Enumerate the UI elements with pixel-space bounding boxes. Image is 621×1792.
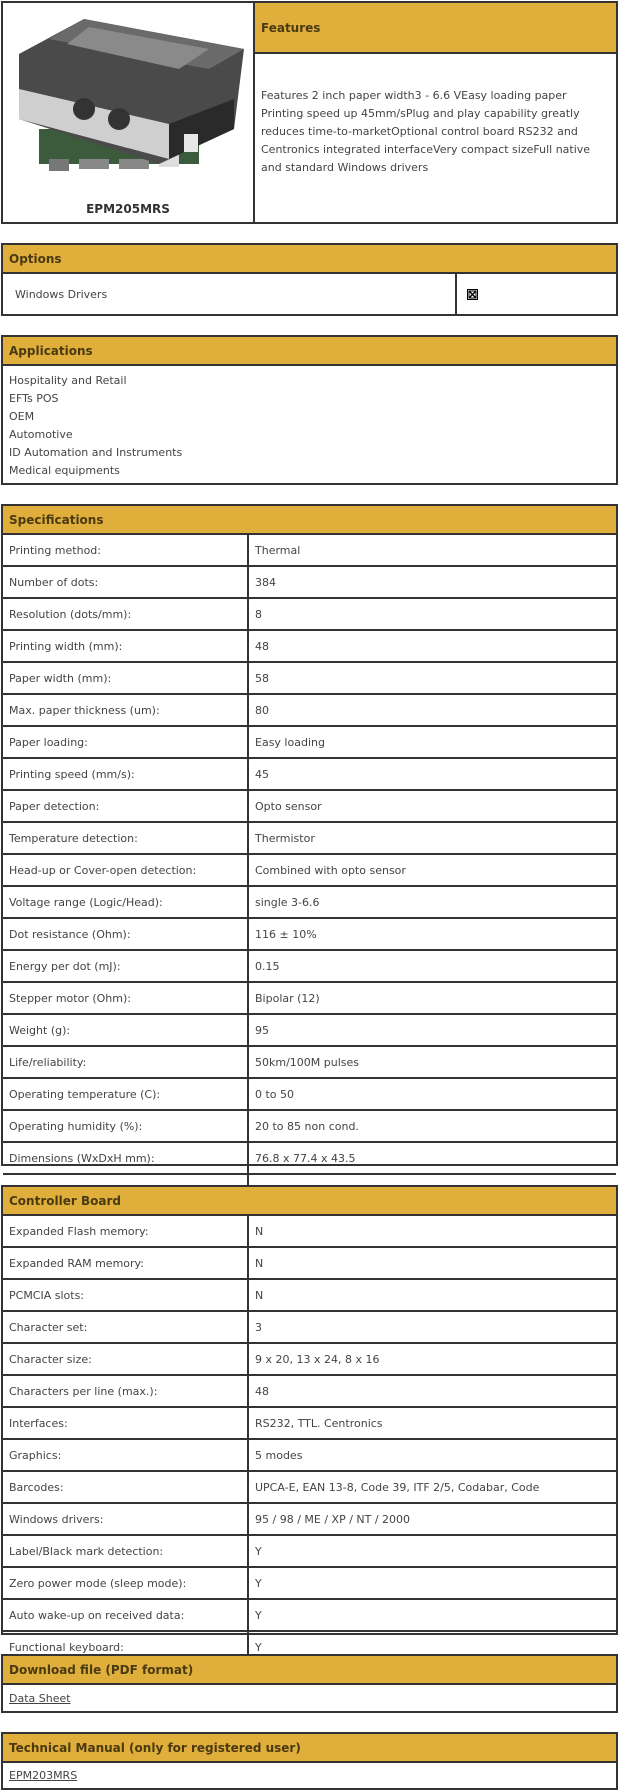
row-value: 80: [255, 703, 269, 717]
product-features-box: [1, 1, 618, 224]
row-value: RS232, TTL. Centronics: [255, 1416, 383, 1430]
row-value: 116 ± 10%: [255, 927, 317, 941]
row-value: 45: [255, 767, 269, 781]
data-sheet-link[interactable]: Data Sheet: [9, 1691, 71, 1705]
row-label: Number of dots:: [3, 567, 249, 597]
table-row: [3, 885, 616, 917]
table-row: [3, 1342, 616, 1374]
table-row: [3, 1216, 616, 1246]
table-row: [3, 981, 616, 1013]
row-label: Interfaces:: [3, 1408, 249, 1438]
row-label: Life/reliability:: [3, 1047, 249, 1077]
row-value: 8: [255, 607, 262, 621]
download-box: [1, 1654, 618, 1713]
row-value: 95: [255, 1023, 269, 1037]
option-label: Windows Drivers: [3, 274, 457, 314]
table-row: [3, 789, 616, 821]
applications-header: Applications: [3, 337, 616, 366]
download-header: Download file (PDF format): [3, 1656, 616, 1685]
row-label: Printing method:: [3, 535, 249, 565]
row-label: Auto wake-up on received data:: [3, 1600, 249, 1630]
row-value: 0 to 50: [255, 1087, 295, 1101]
row-label: Paper loading:: [3, 727, 249, 757]
row-value: Y: [255, 1640, 262, 1654]
row-value: 58: [255, 671, 269, 685]
controller-box: [1, 1185, 618, 1654]
table-row: [3, 1534, 616, 1566]
list-item: Automotive: [9, 428, 73, 441]
row-label: Zero power mode (sleep mode):: [3, 1568, 249, 1598]
table-row: [3, 1045, 616, 1077]
row-value: N: [255, 1288, 264, 1302]
row-label: Energy per dot (mJ):: [3, 951, 249, 981]
row-value: Thermal: [255, 543, 301, 557]
product-image-cell: [3, 3, 255, 222]
manual-header: Technical Manual (only for registered user): [3, 1734, 616, 1763]
row-label: Operating humidity (%):: [3, 1111, 249, 1141]
list-item: ID Automation and Instruments: [9, 446, 183, 459]
checked-box-icon[interactable]: [467, 289, 478, 300]
row-value: 95 / 98 / ME / XP / NT / 2000: [255, 1512, 411, 1526]
list-item: Hospitality and Retail: [9, 374, 127, 387]
row-value: 20 to 85 non cond.: [255, 1119, 359, 1133]
table-row: [3, 1438, 616, 1470]
table-row: [3, 565, 616, 597]
table-row: [3, 693, 616, 725]
row-value: 3: [255, 1320, 262, 1334]
row-label: Printing speed (mm/s):: [3, 759, 249, 789]
table-row: [3, 1077, 616, 1109]
table-row: [3, 629, 616, 661]
specifications-box: [1, 504, 618, 1166]
row-label: PCMCIA slots:: [3, 1280, 249, 1310]
table-row: [3, 1566, 616, 1598]
row-label: Voltage range (Logic/Head):: [3, 887, 249, 917]
features-cell: [255, 3, 616, 222]
table-row: [3, 1013, 616, 1045]
row-value: Combined with opto sensor: [255, 863, 406, 877]
row-value: Thermistor: [255, 831, 315, 845]
row-label: Dimensions (WxDxH mm):: [3, 1143, 249, 1173]
table-row: [3, 661, 616, 693]
row-label: Temperature detection:: [3, 823, 249, 853]
row-label: Graphics:: [3, 1440, 249, 1470]
row-value: Bipolar (12): [255, 991, 320, 1005]
table-row: [3, 1109, 616, 1141]
specifications-table: [3, 535, 616, 1205]
table-row: [3, 1141, 616, 1173]
table-row: [3, 725, 616, 757]
row-label: Operating temperature (C):: [3, 1079, 249, 1109]
row-label: Functional keyboard:: [3, 1632, 249, 1662]
row-value: 48: [255, 639, 269, 653]
row-label: Expanded RAM memory:: [3, 1248, 249, 1278]
options-box: [1, 243, 618, 316]
applications-box: [1, 335, 618, 485]
row-value: 384: [255, 575, 276, 589]
applications-list: [3, 366, 616, 480]
row-label: Windows drivers:: [3, 1504, 249, 1534]
row-value: 5 modes: [255, 1448, 303, 1462]
row-label: Head-up or Cover-open detection:: [3, 855, 249, 885]
row-value: Easy loading: [255, 735, 325, 749]
row-label: Printing width (mm):: [3, 631, 249, 661]
options-header: Options: [3, 245, 616, 274]
row-label: Paper detection:: [3, 791, 249, 821]
table-row: [3, 821, 616, 853]
table-row: [3, 1598, 616, 1630]
product-name: EPM205MRS: [86, 202, 170, 216]
row-value: N: [255, 1224, 264, 1238]
row-label: Paper width (mm):: [3, 663, 249, 693]
row-label: Label/Black mark detection:: [3, 1536, 249, 1566]
list-item: OEM: [9, 410, 35, 423]
row-value: 0.15: [255, 959, 280, 973]
row-label: Stepper motor (Ohm):: [3, 983, 249, 1013]
features-text: Features 2 inch paper width3 - 6.6 VEasy loading paper Printing speed up 45mm/sPlug and play capability greatly reduces time-to-marketOptional control board RS232 and Centronics integrated interfaceVery compact sizeFull native and standard Windows drivers: [261, 89, 591, 174]
table-row: [3, 1470, 616, 1502]
features-header: Features: [255, 3, 616, 54]
table-row: [3, 949, 616, 981]
row-value: 9 x 20, 13 x 24, 8 x 16: [255, 1352, 380, 1366]
manual-box: [1, 1732, 618, 1790]
table-row: [3, 1406, 616, 1438]
table-row: [3, 757, 616, 789]
list-item: Medical equipments: [9, 464, 120, 477]
manual-row: [3, 1763, 616, 1788]
table-row: [3, 535, 616, 565]
list-item: EFTs POS: [9, 392, 59, 405]
row-label: Barcodes:: [3, 1472, 249, 1502]
table-row: [3, 853, 616, 885]
row-label: Characters per line (max.):: [3, 1376, 249, 1406]
row-label: Max. paper thickness (um):: [3, 695, 249, 725]
row-value: 76.8 x 77.4 x 43.5: [255, 1151, 356, 1165]
row-label: Character set:: [3, 1312, 249, 1342]
table-row: [3, 917, 616, 949]
controller-header: Controller Board: [3, 1187, 616, 1216]
download-row: [3, 1685, 616, 1711]
row-label: Resolution (dots/mm):: [3, 599, 249, 629]
table-row: [3, 1278, 616, 1310]
row-label: Character size:: [3, 1344, 249, 1374]
row-value: single 3-6.6: [255, 895, 320, 909]
row-value: Opto sensor: [255, 799, 322, 813]
table-row: [3, 1246, 616, 1278]
row-value: 50km/100M pulses: [255, 1055, 360, 1069]
row-label: Dot resistance (Ohm):: [3, 919, 249, 949]
table-row: [3, 1310, 616, 1342]
row-value: Y: [255, 1576, 262, 1590]
table-row: [3, 1374, 616, 1406]
manual-link[interactable]: EPM203MRS: [9, 1769, 78, 1782]
row-value: UPCA-E, EAN 13-8, Code 39, ITF 2/5, Codabar, Code: [255, 1480, 540, 1494]
row-value: Y: [255, 1544, 262, 1558]
option-checkbox-cell: [457, 274, 616, 314]
row-value: N: [255, 1256, 264, 1270]
controller-table: [3, 1216, 616, 1662]
table-row: [3, 597, 616, 629]
row-label: Weight (g):: [3, 1015, 249, 1045]
printer-image: [9, 9, 249, 204]
table-row: [3, 1502, 616, 1534]
row-value: 48: [255, 1384, 269, 1398]
row-label: Expanded Flash memory:: [3, 1216, 249, 1246]
specifications-header: Specifications: [3, 506, 616, 535]
options-row: [3, 274, 616, 314]
row-value: Y: [255, 1608, 262, 1622]
